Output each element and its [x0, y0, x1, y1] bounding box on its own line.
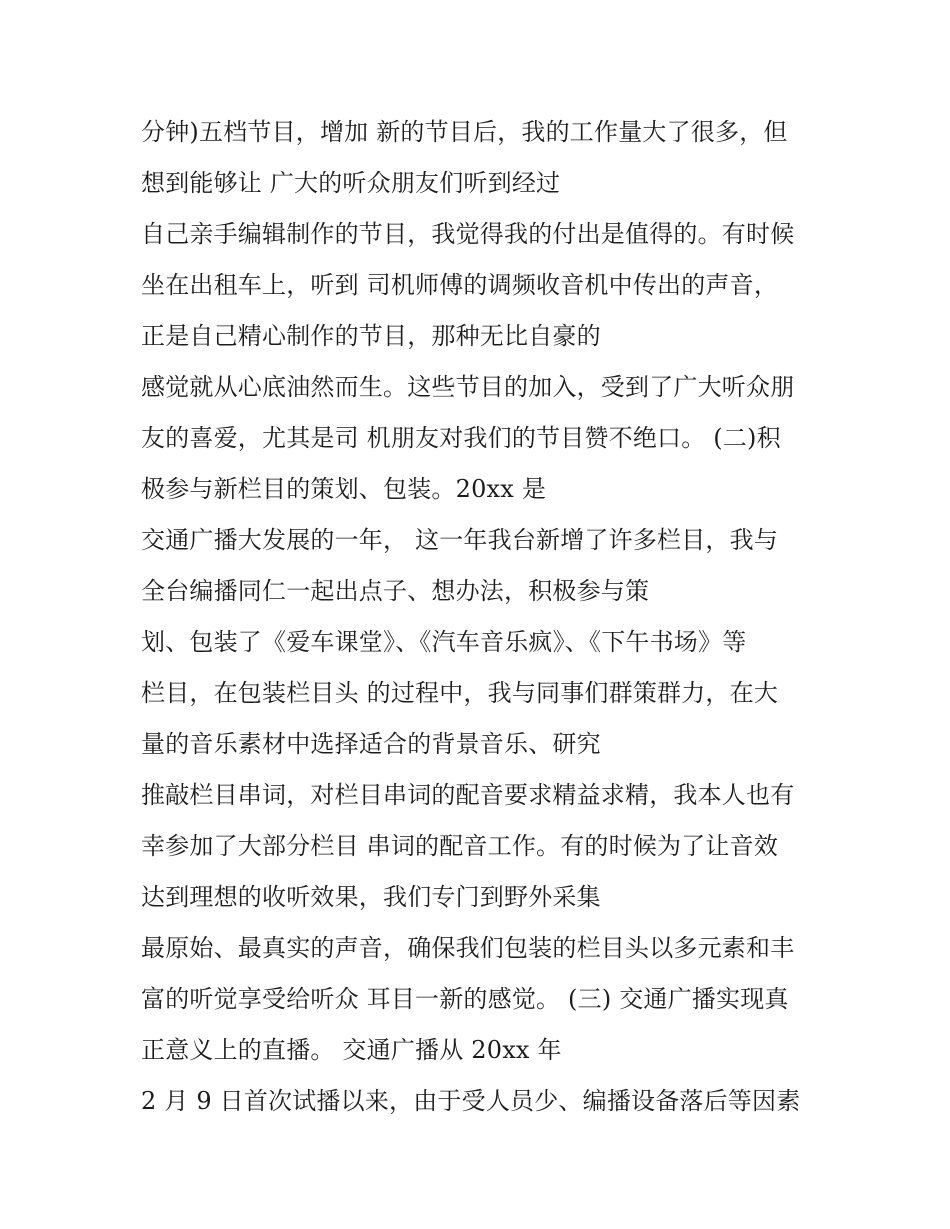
text-line: 正意义上的直播。 交通广播从 20xx 年: [141, 1036, 562, 1064]
text-line: 达到理想的收听效果，我们专门到野外采集: [141, 883, 601, 911]
text-line: 量的音乐素材中选择适合的背景音乐、研究: [141, 730, 601, 758]
text-line: 2 月 9 日首次试播以来，由于受人员少、编播设备落后等因素: [141, 1087, 801, 1115]
text-line: 坐在出租车上，听到 司机师傅的调频收音机中传出的声音，: [141, 271, 779, 299]
text-line: 想到能够让 广大的听众朋友们听到经过: [141, 169, 561, 197]
text-line: 友的喜爱，尤其是司 机朋友对我们的节目赞不绝口。 (二)积: [141, 424, 781, 452]
text-line: 推敲栏目串词，对栏目串词的配音要求精益求精，我本人也有: [141, 781, 795, 809]
text-line: 幸参加了大部分栏目 串词的配音工作。有的时候为了让音效: [141, 832, 779, 860]
text-line: 栏目，在包装栏目头 的过程中，我与同事们群策群力，在大: [141, 679, 779, 707]
text-line: 最原始、最真实的声音，确保我们包装的栏目头以多元素和丰: [141, 934, 795, 962]
text-line: 富的听觉享受给听众 耳目一新的感觉。 (三) 交通广播实现真: [141, 985, 789, 1013]
text-line: 分钟)五档节目，增加 新的节目后，我的工作量大了很多，但: [141, 118, 788, 146]
text-line: 正是自己精心制作的节目，那种无比自豪的: [141, 322, 601, 350]
text-line: 自己亲手编辑制作的节目，我觉得我的付出是值得的。有时候: [141, 220, 795, 248]
text-line: 极参与新栏目的策划、包装。20xx 是: [141, 475, 547, 503]
text-line: 感觉就从心底油然而生。这些节目的加入，受到了广大听众朋: [141, 373, 795, 401]
text-line: 全台编播同仁一起出点子、想办法，积极参与策: [141, 577, 650, 605]
text-line: 交通广播大发展的一年， 这一年我台新增了许多栏目，我与: [141, 526, 779, 554]
body-text: [141, 107, 841, 1127]
text-line: 划、包装了《爱车课堂》、《汽车音乐疯》、《下午书场》等: [141, 628, 747, 656]
